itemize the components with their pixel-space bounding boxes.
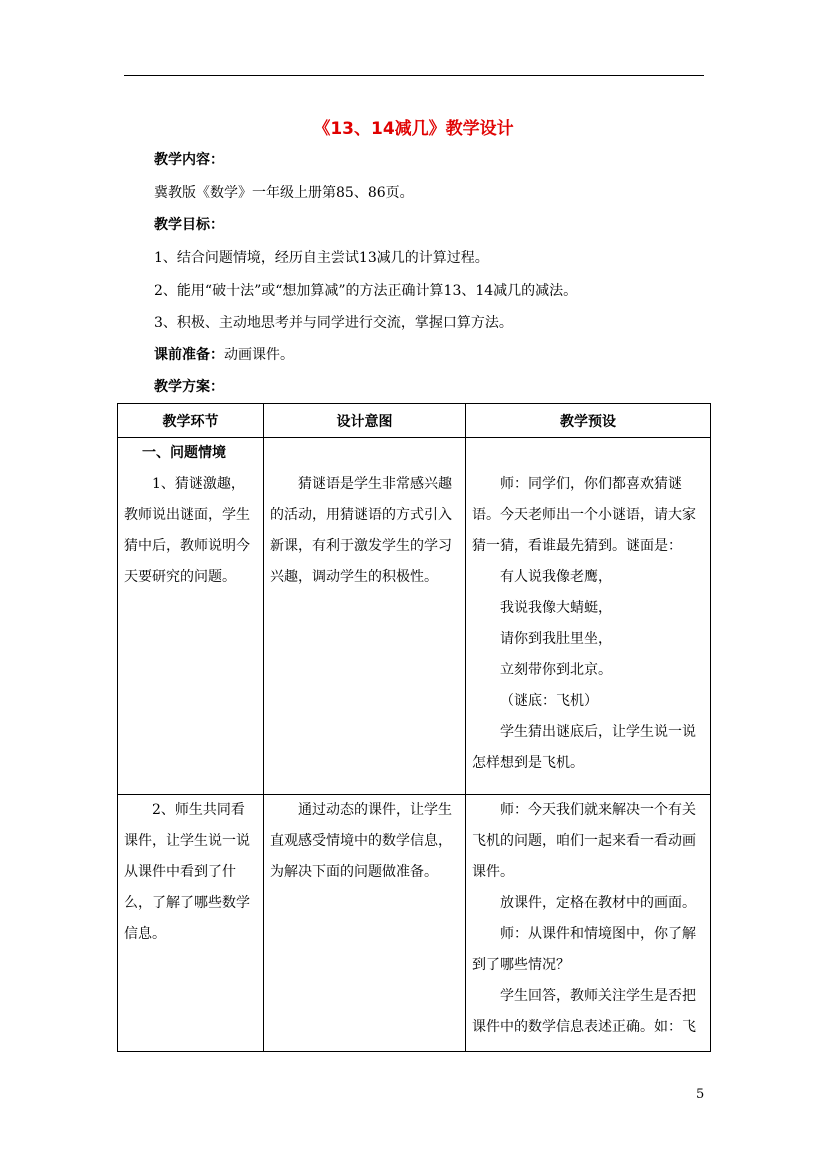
preset-line: 师：同学们，你们都喜欢猜谜语。今天老师出一个小谜语，请大家猜一猜，看谁最先猜到。谜面是：	[472, 476, 696, 554]
riddle-line: 立刻带你到北京。	[500, 662, 612, 678]
riddle-line: 有人说我像老鹰，	[500, 569, 612, 585]
intent-cell	[264, 438, 466, 795]
column-header: 教学预设	[466, 404, 711, 438]
goals-heading: 教学目标：	[154, 217, 224, 233]
prep-line	[154, 345, 294, 365]
stage-text: 1、猜谜激趣，教师说出谜面，学生猜中后，教师说明今天要研究的问题。	[124, 476, 250, 585]
table-row	[118, 438, 711, 795]
preset-line: 放课件，定格在教材中的画面。	[500, 895, 696, 911]
riddle-answer: （谜底：飞机）	[500, 693, 598, 709]
document-title: 《13、14减几》教学设计	[313, 119, 514, 139]
column-header: 教学环节	[118, 404, 264, 438]
table-row	[118, 795, 711, 1052]
stage-cell	[118, 438, 264, 795]
intent-text: 猜谜语是学生非常感兴趣的活动，用猜谜语的方式引入新课，有利于激发学生的学习兴趣，调动学生的积极性。	[270, 476, 452, 585]
goal-item: 1、结合问题情境，经历自主尝试13减几的计算过程。	[154, 250, 489, 266]
riddle-line: 我说我像大蜻蜓，	[500, 600, 612, 616]
intent-text: 通过动态的课件，让学生直观感受情境中的数学信息，为解决下面的问题做准备。	[270, 802, 452, 880]
goal-item: 3、积极、主动地思考并与同学进行交流，掌握口算方法。	[154, 315, 513, 331]
plan-heading: 教学方案：	[154, 379, 224, 395]
intent-cell	[264, 795, 466, 1052]
column-header: 设计意图	[264, 404, 466, 438]
stage-cell	[118, 795, 264, 1052]
stage-text: 2、师生共同看课件，让学生说一说从课件中看到了什么，了解了哪些数学信息。	[124, 802, 250, 942]
preset-line: 师：今天我们就来解决一个有关飞机的问题，咱们一起来看一看动画课件。	[472, 802, 696, 880]
teaching-plan-table	[117, 403, 711, 1052]
preset-cell	[466, 438, 711, 795]
content-heading: 教学内容：	[154, 152, 224, 168]
content-text: 冀教版《数学》一年级上册第85、86页。	[154, 185, 414, 201]
page-number: 5	[696, 1087, 705, 1102]
table-header-row	[118, 404, 711, 438]
goal-item: 2、能用“破十法”或“想加算减”的方法正确计算13、14减几的减法。	[154, 283, 578, 299]
stage-title: 一、问题情境	[142, 445, 226, 461]
prep-text: 动画课件。	[224, 347, 294, 363]
preset-cell	[466, 795, 711, 1052]
riddle-line: 请你到我肚里坐，	[500, 631, 612, 647]
preset-line: 学生猜出谜底后，让学生说一说怎样想到是飞机。	[472, 724, 696, 771]
header-rule	[124, 75, 704, 76]
preset-line: 学生回答，教师关注学生是否把课件中的数学信息表述正确。如：飞	[472, 988, 696, 1035]
prep-label: 课前准备：	[154, 347, 224, 363]
preset-line: 师：从课件和情境图中，你了解到了哪些情况？	[472, 926, 696, 973]
